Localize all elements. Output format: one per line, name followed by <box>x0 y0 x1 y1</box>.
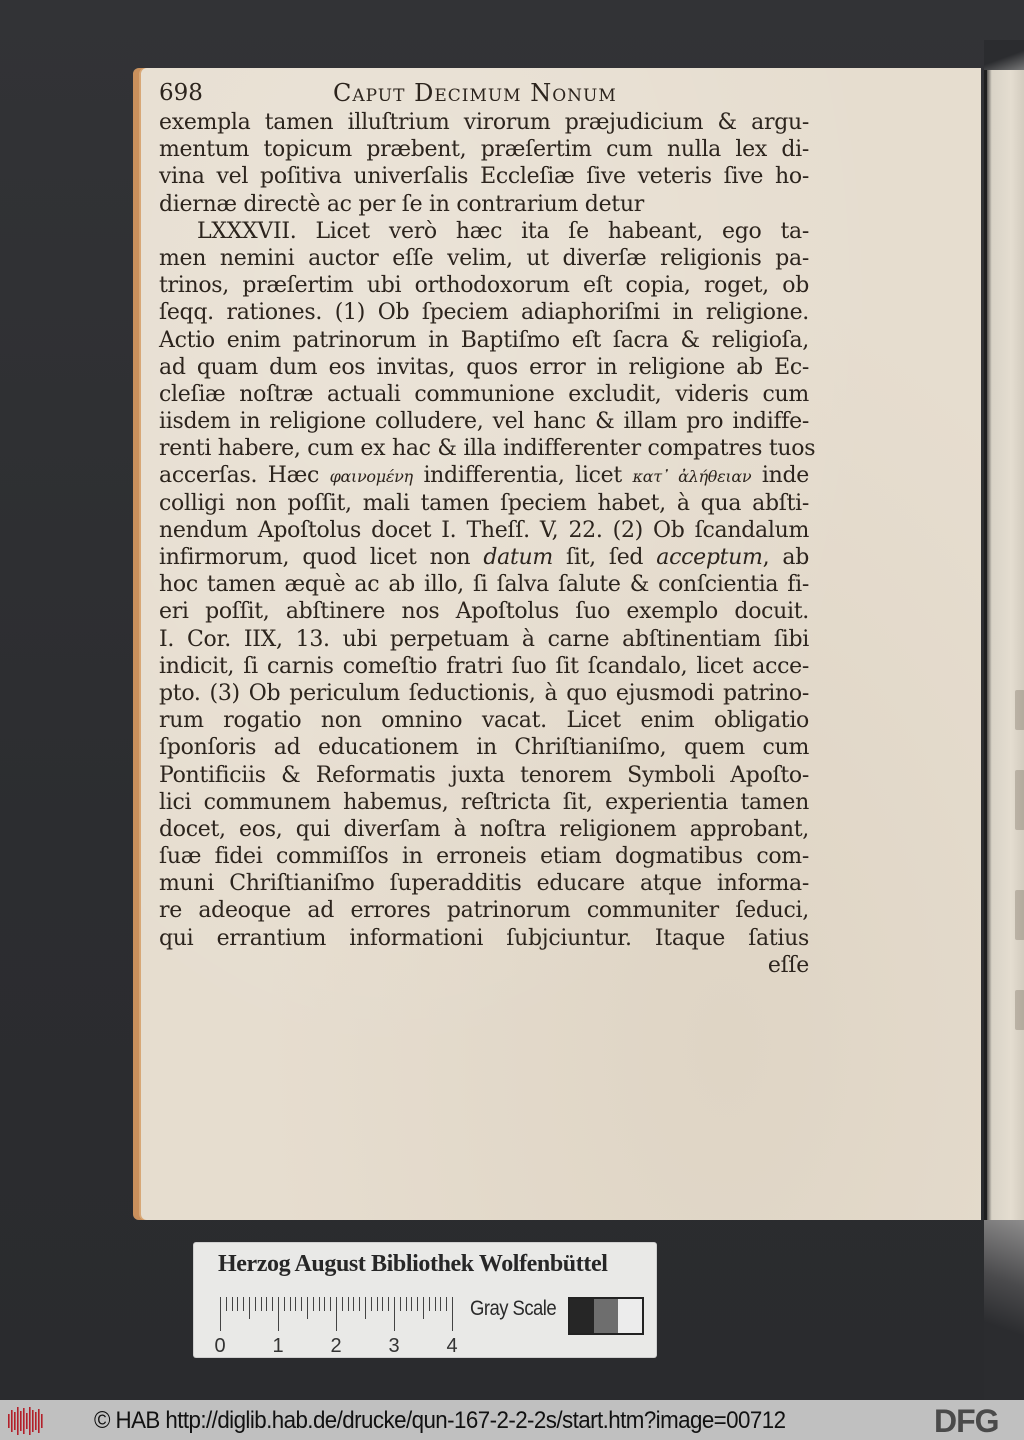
gray-swatch <box>618 1299 642 1333</box>
text-line: ſeqq. rationes. (1) Ob ſpeciem adiaphoriſmi in religione. <box>159 300 809 326</box>
ruler-tick <box>330 1297 331 1311</box>
text-line: indicit, ſi carnis comeſtio fratri ſuo ſit ſcandalo, licet acce- <box>159 653 809 679</box>
text-line: eri poſſit, abſtinere nos Apoſtolus ſuo exemplo docuit. <box>159 599 809 625</box>
text-line: LXXXVII. Licet verò hæc ita ſe habeant, ego ta- <box>197 218 809 244</box>
gray-scale-swatches <box>568 1297 644 1335</box>
ruler-tick <box>278 1297 279 1331</box>
text-line: cleſiæ noſtræ actuali communione excludit, videris cum <box>159 381 809 407</box>
ruler-tick <box>324 1297 325 1311</box>
ruler-tick <box>295 1297 296 1311</box>
ruler-tick <box>243 1297 244 1311</box>
text-line: muni Chriſtianiſmo ſuperadditis educare atque informa- <box>159 871 809 897</box>
ruler-tick <box>249 1297 250 1319</box>
ruler-tick <box>237 1297 238 1311</box>
library-color-bar <box>194 1243 656 1357</box>
ruler-tick <box>261 1297 262 1311</box>
ruler-tick <box>220 1297 221 1331</box>
text-line: mentum topicum præbent, præſertim cum nulla lex di- <box>159 137 809 163</box>
text-line: nendum Apoſtolus docet I. Theſſ. V, 22. (2) Ob ſcandalum <box>159 517 809 543</box>
ruler-tick <box>435 1297 436 1311</box>
ruler-scale <box>214 1297 460 1357</box>
body-text <box>159 109 816 979</box>
gray-swatch <box>570 1299 594 1333</box>
text-line: qui errantium informationi ſubjciuntur. Itaque ſatius <box>159 925 809 951</box>
ruler-tick <box>319 1297 320 1311</box>
library-name: Herzog August Bibliothek Wolfenbüttel <box>218 1251 608 1277</box>
text-line: I. Cor. IIX, 13. ubi perpetuam à carne abſtinentiam ſibi <box>159 626 809 652</box>
ruler-tick <box>382 1297 383 1311</box>
next-page-edge <box>984 70 1024 1220</box>
ruler-tick <box>423 1297 424 1319</box>
ruler-tick <box>440 1297 441 1311</box>
ruler-label: 4 <box>446 1335 458 1357</box>
text-line: accerſas. Hæc φαινομένη indifferentia, licet κατ᾽ ἀλήθειαν inde <box>159 463 809 489</box>
text-line: lici communem habemus, reſtricta ſit, experientia tamen <box>159 789 809 815</box>
text-line: eſſe <box>767 952 809 978</box>
ruler-tick <box>359 1297 360 1311</box>
ruler-tick <box>417 1297 418 1311</box>
text-line: hoc tamen æquè ac ab illo, ſi ſalva ſalute & conſcientia fi- <box>159 572 809 598</box>
ruler-tick <box>406 1297 407 1311</box>
gray-swatch <box>594 1299 618 1333</box>
copyright-url-text[interactable]: © HAB http://diglib.hab.de/drucke/qun-167-2-2-2s/start.htm?image=00712 <box>94 1407 786 1434</box>
ruler-tick <box>272 1297 273 1311</box>
next-page-bottom-shadow <box>984 1220 1024 1400</box>
ruler-tick <box>365 1297 366 1319</box>
gray-scale-label: Gray Scale <box>470 1297 557 1320</box>
ruler-tick <box>452 1297 453 1331</box>
running-head <box>159 77 809 109</box>
text-line: diernæ directè ac per ſe in contrarium detur <box>159 191 644 217</box>
ruler-tick <box>446 1297 447 1311</box>
text-line: vina vel poſitiva univerſalis Eccleſiæ ſive veteris ſive ho- <box>159 164 809 190</box>
ruler-tick <box>284 1297 285 1311</box>
ruler-tick <box>266 1297 267 1311</box>
text-line: pto. (3) Ob periculum ſeductionis, à quo ejusmodi patrino- <box>159 680 809 706</box>
ruler-tick <box>377 1297 378 1311</box>
footer-bar <box>0 1400 1024 1440</box>
text-line: ſuæ fidei commiſſos in erroneis etiam dogmatibus com- <box>159 844 809 870</box>
page-text-block <box>159 77 816 979</box>
ruler-tick <box>400 1297 401 1311</box>
text-line: men nemini auctor eſſe velim, ut diverſæ religionis pa- <box>159 245 809 271</box>
ruler-tick <box>313 1297 314 1311</box>
ruler-tick <box>429 1297 430 1311</box>
ruler-label: 2 <box>330 1335 342 1357</box>
text-line: docet, eos, qui diverſam à noſtra religionem approbant, <box>159 816 809 842</box>
text-line: exempla tamen illuſtrium virorum præjudicium & argu- <box>159 110 809 135</box>
ruler-label: 3 <box>388 1335 400 1357</box>
page-number: 698 <box>159 80 203 106</box>
text-line: infirmorum, quod licet non datum ſit, ſed acceptum, ab <box>159 545 809 570</box>
ruler-tick <box>290 1297 291 1311</box>
ruler-tick <box>342 1297 343 1311</box>
text-line: trinos, præſertim ubi orthodoxorum eſt copia, roget, ob <box>159 273 809 299</box>
text-line: ad quam dum eos invitas, quos error in religione ab Ec- <box>159 354 809 380</box>
ruler-tick <box>371 1297 372 1311</box>
chapter-title: Caput Decimum Nonum <box>333 79 617 107</box>
ruler-tick <box>226 1297 227 1311</box>
ruler-tick <box>301 1297 302 1311</box>
ruler-tick <box>388 1297 389 1311</box>
text-line: re adeoque ad errores patrinorum communiter ſeduci, <box>159 898 809 924</box>
ruler-tick <box>394 1297 395 1331</box>
text-line: Actio enim patrinorum in Baptiſmo eſt ſacra & religioſa, <box>159 327 809 353</box>
ruler-tick <box>232 1297 233 1311</box>
ruler-label: 1 <box>272 1335 284 1357</box>
text-line: ſponſoris ad educationem in Chriſtianiſmo, quem cum <box>159 735 809 761</box>
ruler-tick <box>336 1297 337 1331</box>
text-line: rum rogatio non omnino vacat. Licet enim obligatio <box>159 708 809 734</box>
ruler-tick <box>307 1297 308 1319</box>
ruler-tick <box>411 1297 412 1311</box>
ruler-tick <box>348 1297 349 1311</box>
ruler-tick <box>255 1297 256 1311</box>
text-line: colligi non poſſit, mali tamen ſpeciem habet, à qua abſti- <box>159 490 809 516</box>
ruler-label: 0 <box>214 1335 226 1357</box>
hab-logo-icon <box>6 1406 46 1436</box>
text-line: iisdem in religione colludere, vel hanc & illam pro indiffe- <box>159 409 809 435</box>
dfg-logo: DFG <box>934 1403 999 1439</box>
ruler-tick <box>353 1297 354 1311</box>
text-line: renti habere, cum ex hac & illa indifferenter compatres tuos <box>159 436 816 462</box>
text-line: Pontificiis & Reformatis juxta tenorem Symboli Apoſto- <box>159 762 809 788</box>
